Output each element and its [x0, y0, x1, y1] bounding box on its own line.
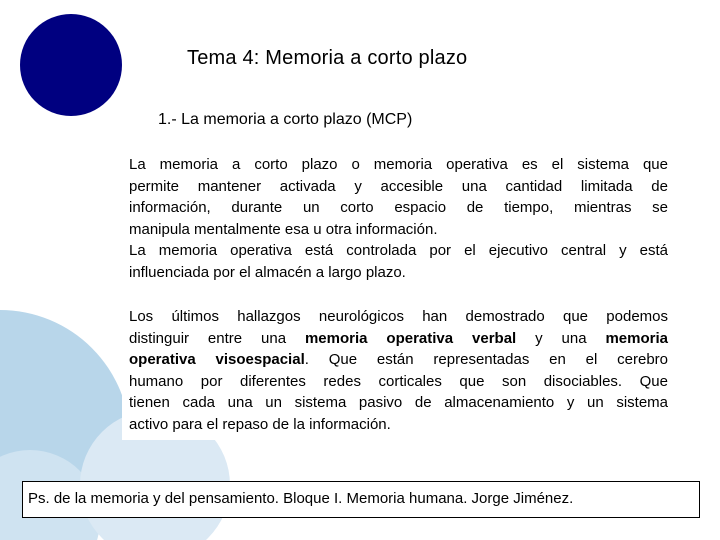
slide-title: Tema 4: Memoria a corto plazo	[187, 47, 468, 69]
footer-citation: Ps. de la memoria y del pensamiento. Bloque I. Memoria humana. Jorge Jiménez.	[28, 490, 574, 507]
footer-box	[22, 481, 700, 518]
text-line: La memoria operativa está controlada por el ejecutivo central y está	[129, 242, 668, 259]
paragraph-definition	[129, 154, 668, 283]
text-line: información, durante un corto espacio de tiempo, mientras se	[129, 199, 668, 216]
bold-term: memoria operativa verbal	[304, 329, 517, 347]
text-line	[129, 349, 668, 371]
text-line: Los últimos hallazgos neurológicos han demostrado que podemos	[129, 308, 668, 325]
text-run: . Que están representadas en el cerebro	[304, 351, 668, 368]
text-line: permite mantener activada y accesible una cantidad limitada de	[129, 177, 668, 195]
text-line	[129, 328, 668, 350]
text-line: humano por diferentes redes corticales que son disociables. Que	[129, 372, 668, 390]
text-line: activo para el repaso de la información.	[129, 415, 391, 433]
paragraph-findings	[129, 306, 668, 435]
decorative-dark-circle	[20, 14, 122, 116]
text-run: y una	[516, 329, 606, 347]
text-line: influenciada por el almacén a largo plazo.	[129, 263, 406, 281]
section-heading: 1.- La memoria a corto plazo (MCP)	[158, 111, 413, 128]
text-run: distinguir entre una	[129, 329, 305, 347]
text-line: tienen cada una un sistema pasivo de almacenamiento y un sistema	[129, 394, 668, 411]
bold-term: memoria	[605, 329, 668, 347]
text-line: La memoria a corto plazo o memoria operativa es el sistema que	[129, 156, 668, 173]
text-line: manipula mentalmente esa u otra información.	[129, 220, 438, 238]
bold-term: operativa visoespacial	[129, 351, 305, 368]
